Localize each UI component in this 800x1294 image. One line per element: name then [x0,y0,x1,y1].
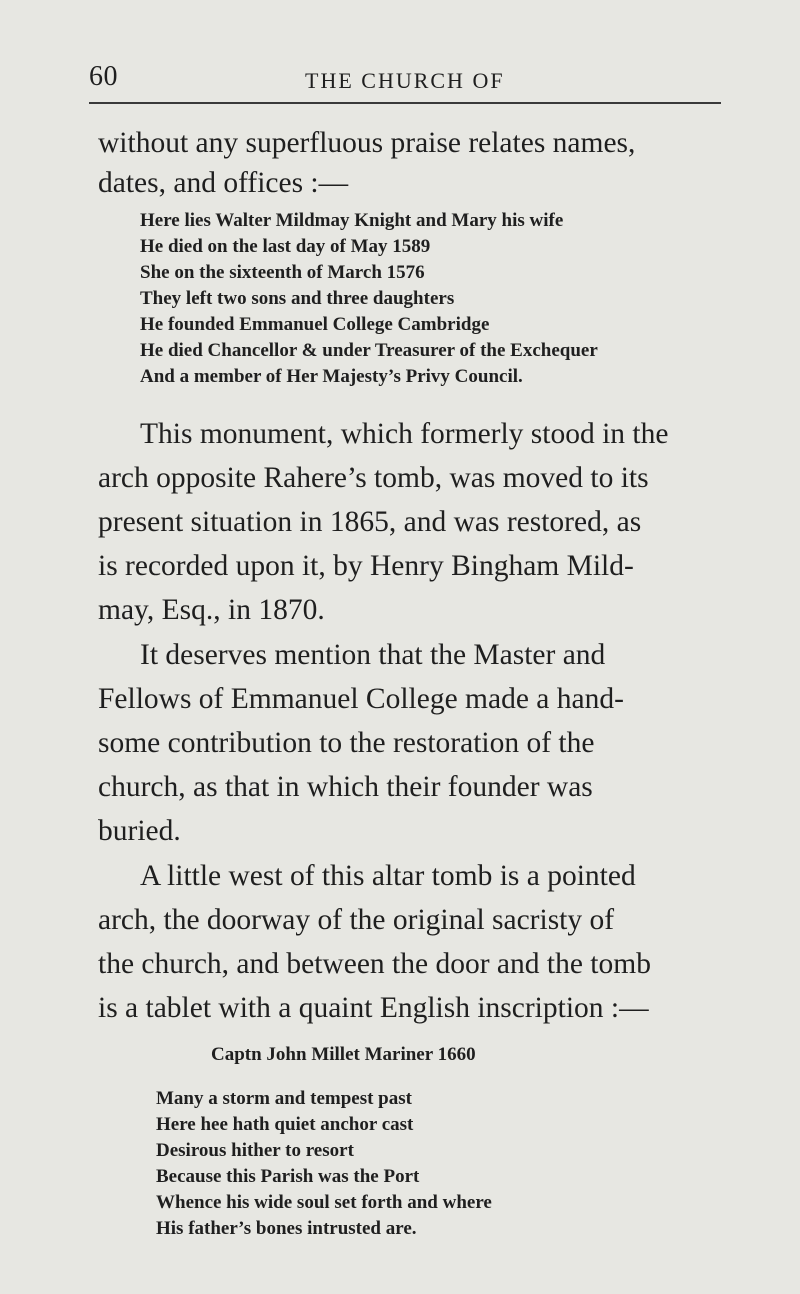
inscription-line: Here lies Walter Mildmay Knight and Mary his wife [140,210,564,231]
verse-line: His father’s bones intrusted are. [156,1218,417,1239]
body-line: church, as that in which their founder was [98,771,593,803]
body-line: is a tablet with a quaint English inscription :— [98,992,649,1024]
body-line: buried. [98,815,181,847]
inscription-line: He died Chancellor & under Treasurer of the Exchequer [140,340,598,361]
body-line: present situation in 1865, and was restored, as [98,506,642,538]
running-head: THE CHURCH OF [305,68,505,93]
inscription-line: He founded Emmanuel College Cambridge [140,314,490,335]
verse-line: Here hee hath quiet anchor cast [156,1114,414,1135]
inscription-line: And a member of Her Majesty’s Privy Council. [140,366,523,387]
inscription-line: He died on the last day of May 1589 [140,236,431,257]
body-line: This monument, which formerly stood in the [140,418,669,450]
body-line: may, Esq., in 1870. [98,594,325,626]
header-rule [89,102,721,104]
body-line: A little west of this altar tomb is a pointed [140,860,636,892]
body-line: some contribution to the restoration of the [98,727,595,759]
body-line: It deserves mention that the Master and [140,639,606,671]
body-line: the church, and between the door and the tomb [98,948,651,980]
verse-line: Whence his wide soul set forth and where [156,1192,492,1213]
body-line: is recorded upon it, by Henry Bingham Mild- [98,550,634,582]
tablet-title: Captn John Millet Mariner 1660 [211,1044,476,1065]
body-line: dates, and offices :— [98,167,349,199]
inscription-line: She on the sixteenth of March 1576 [140,262,425,283]
verse-line: Many a storm and tempest past [156,1088,412,1109]
body-line: Fellows of Emmanuel College made a hand- [98,683,624,715]
inscription-line: They left two sons and three daughters [140,288,455,309]
body-line: without any superfluous praise relates names, [98,127,636,159]
verse-line: Because this Parish was the Port [156,1166,420,1187]
body-line: arch opposite Rahere’s tomb, was moved to its [98,462,649,494]
page-number: 60 [89,61,118,92]
verse-line: Desirous hither to resort [156,1140,354,1161]
body-line: arch, the doorway of the original sacristy of [98,904,615,936]
